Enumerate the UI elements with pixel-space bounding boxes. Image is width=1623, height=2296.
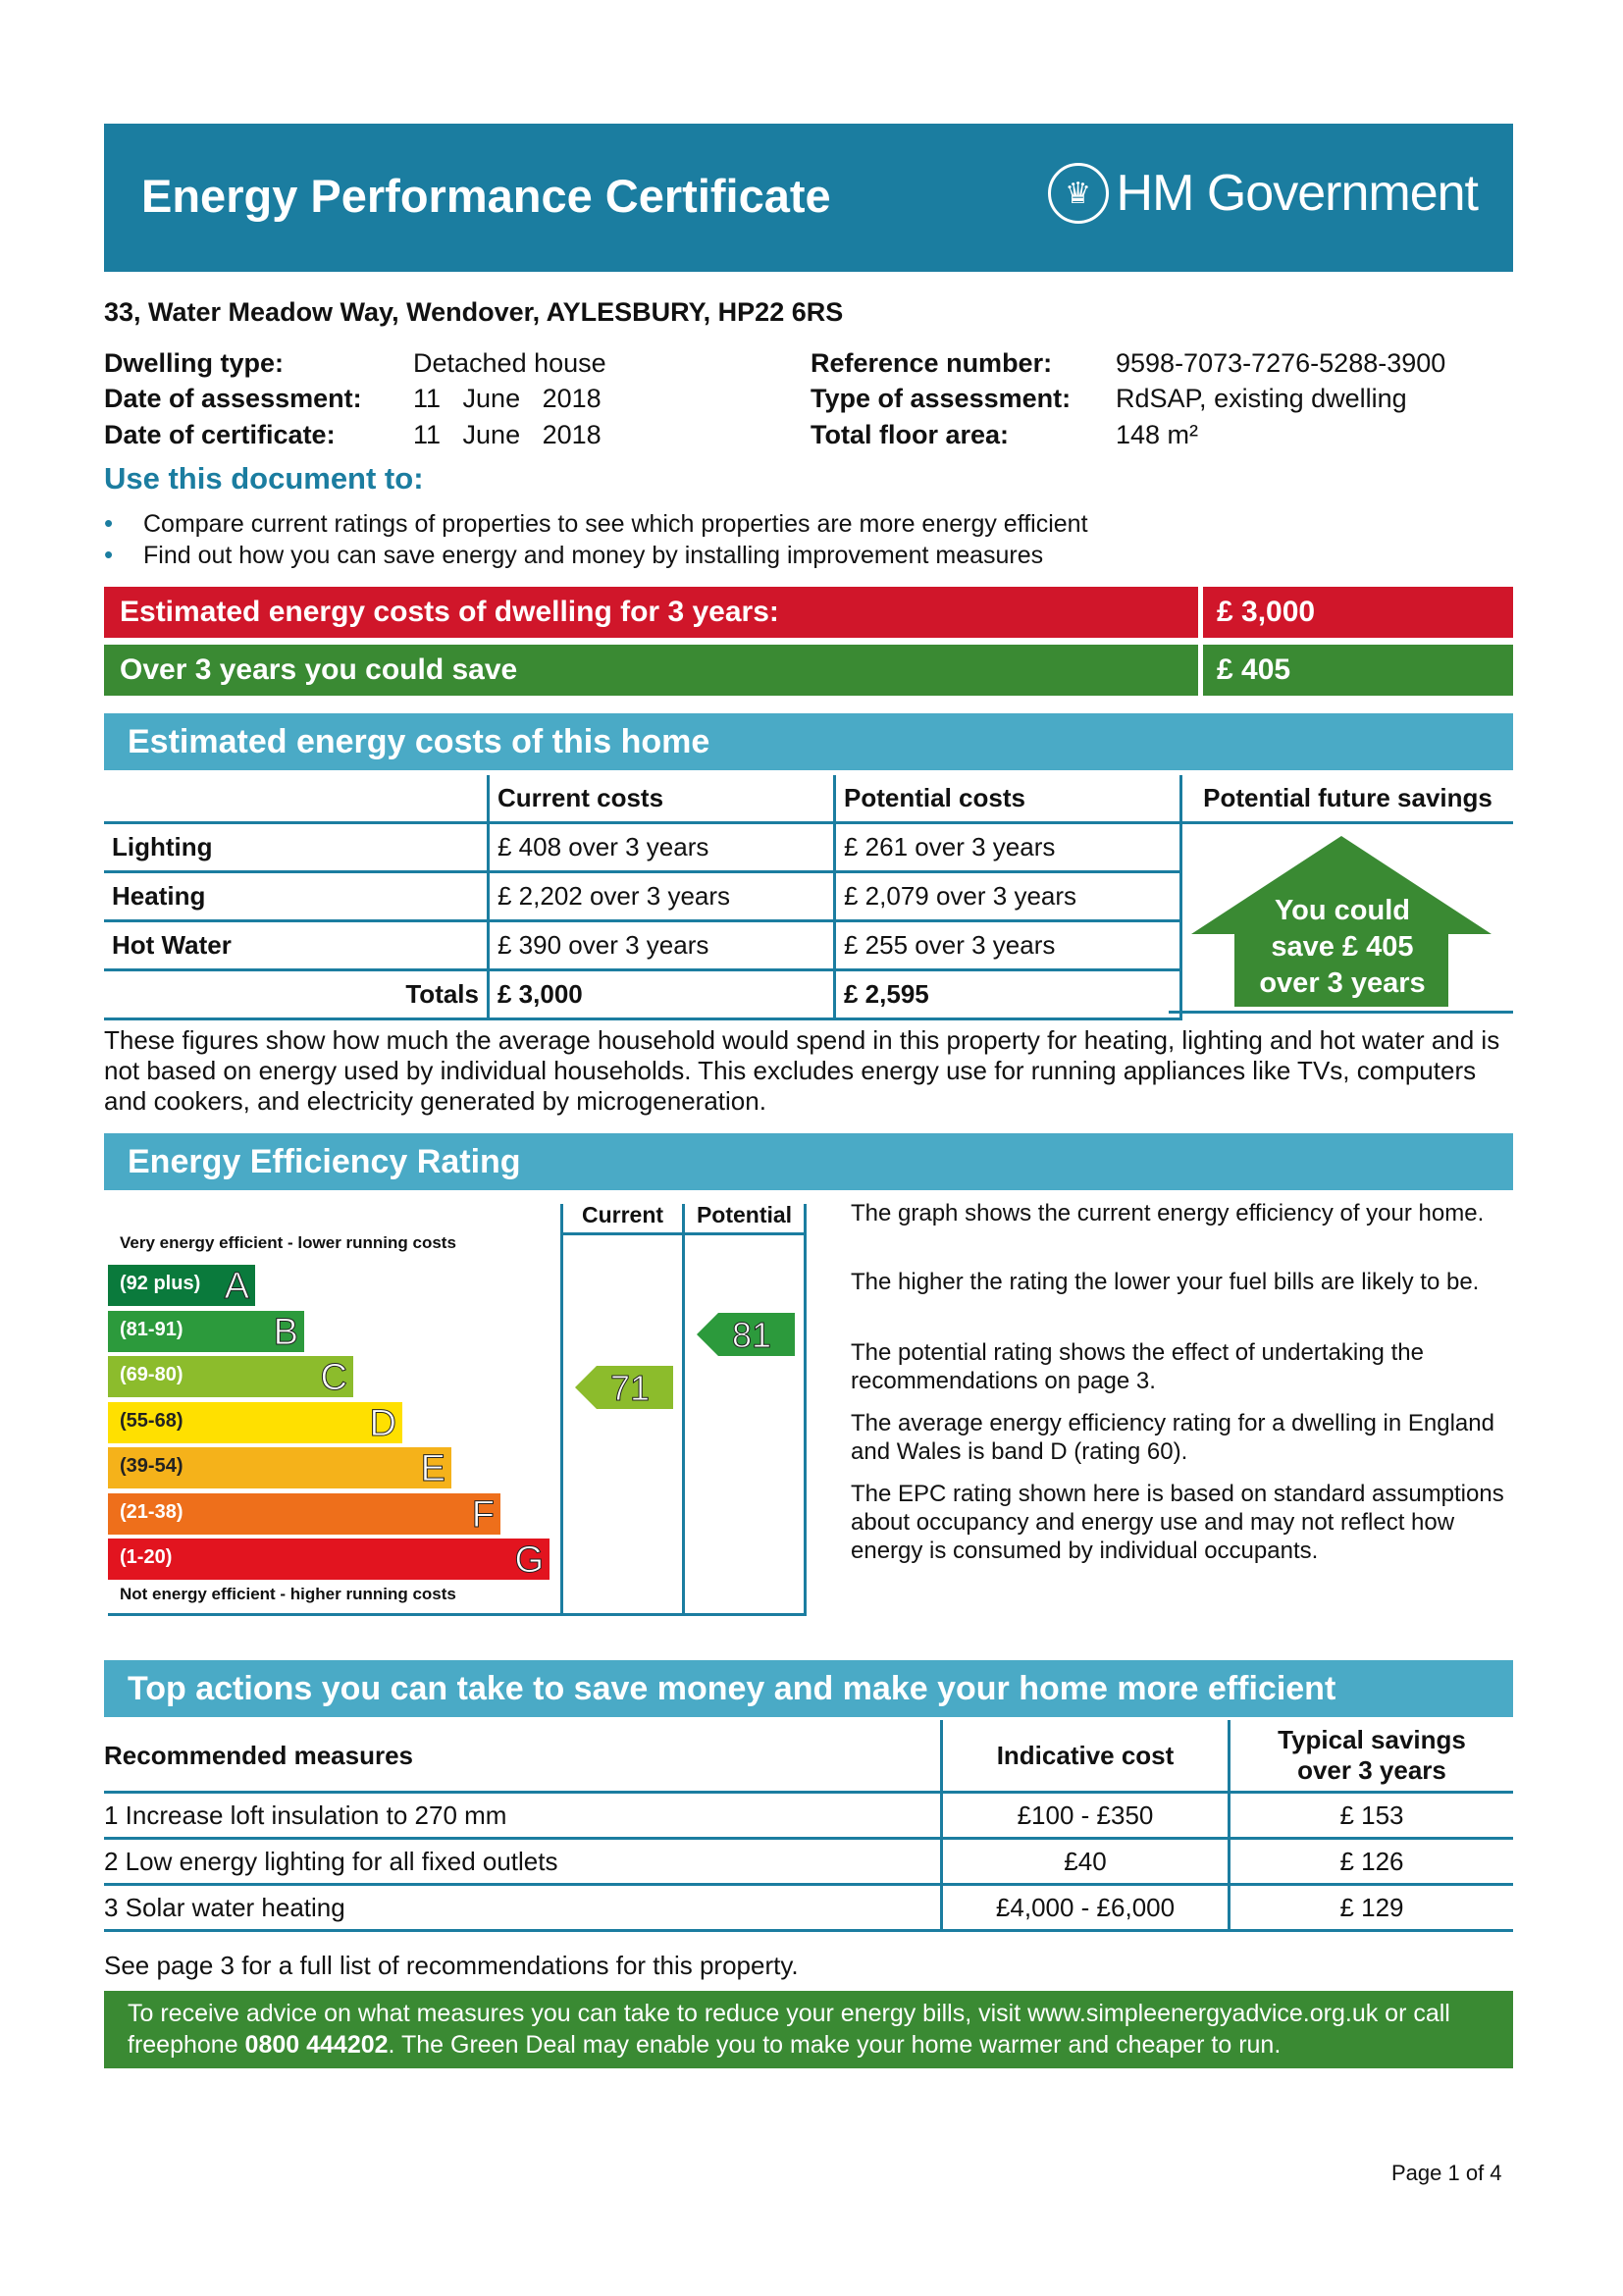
bullet-text: Find out how you can save energy and money by installing improvement measures	[143, 542, 1044, 569]
rating-paragraph: The potential rating shows the effect of undertaking the recommendations on page 3.	[851, 1339, 1424, 1394]
measure-name: 1 Increase loft insulation to 270 mm	[104, 1793, 942, 1839]
current-rating-arrow	[575, 1366, 673, 1409]
current-column-header: Current	[581, 1202, 664, 1227]
estimated-cost-value: £ 3,000	[1203, 587, 1513, 638]
type-of-assessment-value: RdSAP, existing dwelling	[1116, 384, 1407, 413]
potential-column-header: Potential	[696, 1202, 793, 1227]
hm-government-logo	[1048, 163, 1478, 224]
advice-text: . The Green Deal may enable you to make your home warmer and cheaper to run.	[388, 2031, 1282, 2059]
band-range: (92 plus)	[120, 1273, 201, 1294]
band-range: (55-68)	[120, 1409, 183, 1432]
table-header-row	[104, 775, 1513, 823]
estimated-cost-bar	[104, 587, 1513, 638]
savings-line: over 3 years	[1259, 967, 1426, 999]
reference-number-value: 9598-7073-7276-5288-3900	[1116, 348, 1446, 378]
date-of-certificate-value: 11 June 2018	[413, 420, 602, 449]
rating-band-c	[108, 1356, 353, 1397]
chart-divider	[108, 1613, 807, 1616]
band-letter: G	[514, 1539, 544, 1581]
potential-rating-arrow	[697, 1313, 795, 1356]
page-number: Page 1 of 4	[1391, 2161, 1502, 2185]
chart-divider	[804, 1204, 807, 1616]
table-header-row	[104, 1720, 1513, 1793]
totals-potential: £ 2,595	[835, 970, 1181, 1019]
bullet-text: Compare current ratings of properties to see which properties are more energy efficient	[143, 510, 1088, 538]
reference-number-label: Reference number:	[811, 348, 1053, 378]
row-label: Heating	[104, 872, 489, 921]
use-document-bullet	[104, 540, 1043, 570]
royal-crest-icon: ♛	[1048, 163, 1109, 224]
table-header: Typical savings over 3 years	[1230, 1720, 1514, 1793]
measure-cost: £100 - £350	[942, 1793, 1230, 1839]
totals-label: Totals	[104, 970, 489, 1019]
costs-section-title: Estimated energy costs of this home	[104, 713, 1513, 770]
use-document-title: Use this document to:	[104, 461, 424, 496]
date-of-assessment-label: Date of assessment:	[104, 384, 362, 413]
certificate-title: Energy Performance Certificate	[141, 170, 831, 222]
band-letter: F	[471, 1493, 495, 1536]
rating-section-title: Energy Efficiency Rating	[104, 1133, 1513, 1190]
table-row	[104, 1839, 1513, 1885]
rating-band-f	[108, 1493, 500, 1535]
chart-divider	[682, 1204, 685, 1616]
table-header: Indicative cost	[942, 1720, 1230, 1793]
band-range: (21-38)	[120, 1500, 183, 1523]
measure-saving: £ 129	[1230, 1885, 1514, 1931]
bullet-icon: •	[104, 540, 114, 569]
totals-current: £ 3,000	[489, 970, 835, 1019]
logo-text: HM Government	[1116, 165, 1478, 222]
band-range: (39-54)	[120, 1455, 183, 1477]
rating-paragraph: The graph shows the current energy efficiency of your home.	[851, 1200, 1485, 1226]
chart-divider	[560, 1232, 807, 1235]
measure-name: 3 Solar water heating	[104, 1885, 942, 1931]
total-floor-area-label: Total floor area:	[811, 420, 1010, 449]
savings-line: save £ 405	[1271, 931, 1414, 963]
dwelling-type-label: Dwelling type:	[104, 348, 285, 378]
property-address: 33, Water Meadow Way, Wendover, AYLESBURY, HP22 6RS	[104, 297, 844, 327]
current-cost: £ 390 over 3 years	[489, 921, 835, 970]
band-letter: B	[273, 1311, 298, 1353]
bullet-icon: •	[104, 508, 114, 538]
band-range: (81-91)	[120, 1318, 183, 1340]
savings-bottom-rule	[1169, 1011, 1513, 1014]
rating-band-b	[108, 1311, 304, 1352]
potential-saving-value: £ 405	[1203, 645, 1513, 696]
potential-cost: £ 2,079 over 3 years	[835, 872, 1181, 921]
potential-cost: £ 261 over 3 years	[835, 823, 1181, 872]
band-letter: C	[320, 1357, 347, 1398]
rating-band-d	[108, 1402, 402, 1443]
band-letter: A	[224, 1266, 249, 1307]
band-range: (69-80)	[120, 1364, 183, 1385]
potential-saving-bar	[104, 645, 1513, 696]
band-letter: D	[369, 1402, 396, 1444]
measure-cost: £40	[942, 1839, 1230, 1885]
current-cost: £ 408 over 3 years	[489, 823, 835, 872]
row-label: Lighting	[104, 823, 489, 872]
scale-bottom-label: Not energy efficient - higher running costs	[120, 1585, 456, 1603]
dwelling-type-value: Detached house	[413, 348, 606, 378]
potential-cost: £ 255 over 3 years	[835, 921, 1181, 970]
date-of-assessment-value: 11 June 2018	[413, 384, 602, 413]
potential-rating-value: 81	[731, 1314, 772, 1355]
scale-top-label: Very energy efficient - lower running costs	[120, 1233, 456, 1252]
rating-band-g	[108, 1539, 550, 1580]
see-page-note: See page 3 for a full list of recommendations for this property.	[104, 1951, 799, 1980]
rating-band-a	[108, 1265, 255, 1306]
table-header	[104, 775, 489, 823]
rating-paragraph: The EPC rating shown here is based on standard assumptions about occupancy and energy use and may not reflect how energy is consumed by individual occupants.	[851, 1481, 1504, 1564]
chart-divider	[560, 1204, 563, 1616]
table-header: Potential costs	[835, 775, 1181, 823]
freephone-number: 0800 444202	[244, 2031, 389, 2059]
use-document-bullet	[104, 508, 1088, 539]
table-header: Potential future savings	[1181, 775, 1514, 823]
certificate-header	[104, 124, 1513, 272]
band-range: (1-20)	[120, 1546, 173, 1568]
measure-saving: £ 126	[1230, 1839, 1514, 1885]
advice-text: To receive advice on what measures you can take to reduce your energy bills, visit www.simpleenergyadvice.org.uk or call freephone	[128, 2000, 1450, 2059]
savings-line: You could	[1274, 895, 1410, 926]
type-of-assessment-label: Type of assessment:	[811, 384, 1072, 413]
rating-paragraph: The average energy efficiency rating for a dwelling in England and Wales is band D (rating 60).	[851, 1410, 1494, 1465]
rating-paragraph: The higher the rating the lower your fuel bills are likely to be.	[851, 1269, 1480, 1295]
band-letter: E	[420, 1448, 445, 1489]
costs-note: These figures show how much the average household would spend in this property for heating, lighting and hot water and is not based on energy used by individual households. This excludes energy use for running appliances like TVs, computers and cookers, and electricity generated by microgeneration.	[104, 1025, 1500, 1116]
actions-table	[104, 1720, 1513, 1932]
rating-band-e	[108, 1447, 451, 1488]
current-rating-value: 71	[609, 1368, 651, 1408]
current-cost: £ 2,202 over 3 years	[489, 872, 835, 921]
table-row	[104, 1793, 1513, 1839]
date-of-certificate-label: Date of certificate:	[104, 420, 336, 449]
measure-cost: £4,000 - £6,000	[942, 1885, 1230, 1931]
advice-banner	[104, 1991, 1513, 2068]
potential-saving-label: Over 3 years you could save	[104, 645, 1198, 696]
table-header: Current costs	[489, 775, 835, 823]
total-floor-area-value: 148 m²	[1116, 420, 1199, 449]
estimated-cost-label: Estimated energy costs of dwelling for 3 years:	[104, 587, 1198, 638]
measure-name: 2 Low energy lighting for all fixed outlets	[104, 1839, 942, 1885]
savings-arrow-text	[1201, 893, 1484, 1002]
table-header: Recommended measures	[104, 1720, 942, 1793]
actions-section-title: Top actions you can take to save money and make your home more efficient	[104, 1660, 1513, 1717]
measure-saving: £ 153	[1230, 1793, 1514, 1839]
row-label: Hot Water	[104, 921, 489, 970]
table-row	[104, 1885, 1513, 1931]
